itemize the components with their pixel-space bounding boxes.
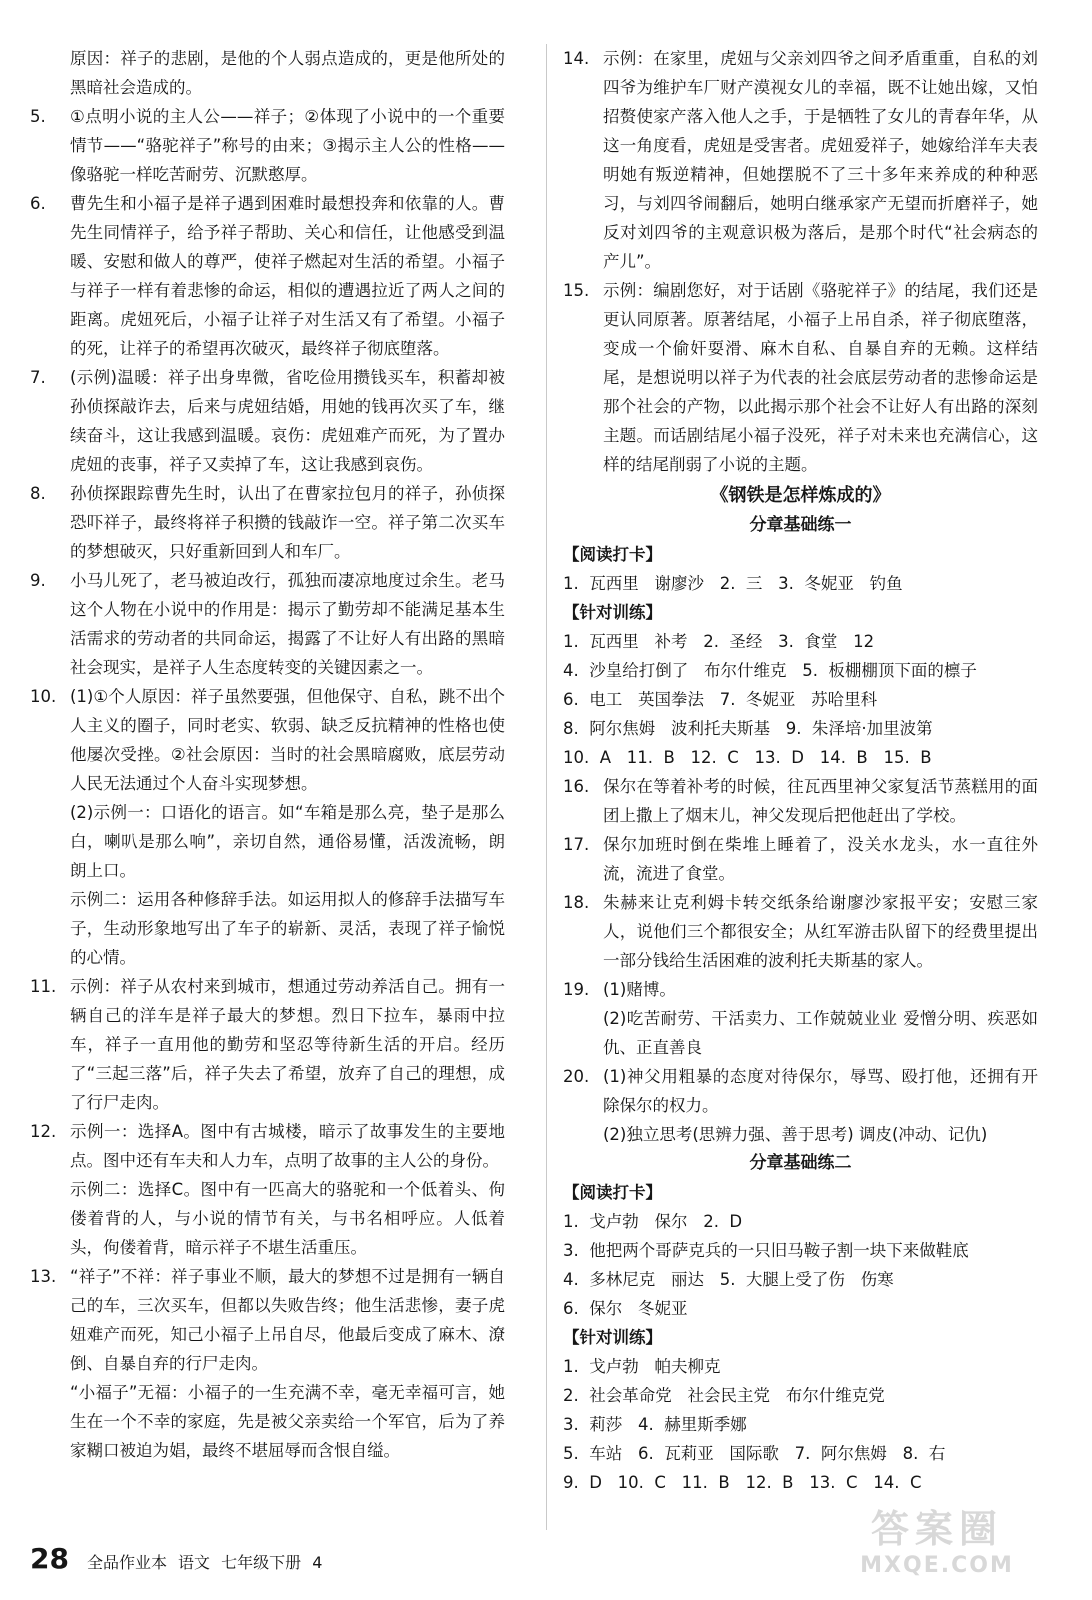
training-answers xyxy=(563,627,1038,772)
chapter-two-title: 分章基础练二 xyxy=(749,1153,852,1173)
answer-paragraph: (1)①个人原因：祥子虽然要强，但他保守、自私，跳不出个人主义的圈子，同时老实、软弱、缺乏反抗精神的性格也使他屡次受挫。②社会原因：当时的社会黑暗腐败，底层劳动人民无法通过个人奋斗实现梦想。 xyxy=(70,687,505,793)
item-number: 18. xyxy=(563,893,590,912)
watermark-logo xyxy=(842,1498,1032,1578)
answer-line: 6. 保尔 冬妮亚 xyxy=(563,1299,688,1318)
watermark-url: MXQE.COM xyxy=(860,1553,1014,1578)
answer-line: 9. D 10. C 11. B 12. B 13. C 14. C xyxy=(563,1473,922,1492)
answer-paragraph: 示例：祥子从农村来到城市，想通过劳动养活自己。拥有一辆自己的洋车是祥子最大的梦想。烈日下拉车，暴雨中拉车，祥子一直用他的勤劳和坚忍等待新生活的开启。经历了“三起三落”后，祥子失去了希望，放弃了自己的理想，成了行尸走肉。 xyxy=(70,977,505,1112)
item-number: 20. xyxy=(563,1067,590,1086)
item-number: 16. xyxy=(563,777,590,796)
item-number: 7. xyxy=(30,368,46,387)
answer-paragraph: (2)吃苦耐劳、干活卖力、工作兢兢业业 爱憎分明、疾恶如仇、正直善良 xyxy=(603,1009,1038,1057)
item-number: 11. xyxy=(30,977,57,996)
page-footer xyxy=(30,1542,322,1575)
answer-paragraph: 示例：在家里，虎妞与父亲刘四爷之间矛盾重重，自私的刘四爷为维护车厂财产漠视女儿的幸福，既不让她出嫁，又怕招赘使家产落入他人之手，于是牺牲了女儿的青春年华，从这一角度看，虎妞是受害者。虎妞爱祥子，她嫁给洋车夫表明她有叛逆精神，但她摆脱不了三十多年来养成的种种恶习，与刘四爷闹翻后，她明白继承家产无望而折磨祥子，她反对刘四爷的主观意识极为落后，是那个时代“社会病态的产儿”。 xyxy=(603,49,1038,271)
column-divider xyxy=(546,44,547,1530)
answer-item xyxy=(30,479,505,566)
chapter-two-section xyxy=(563,1149,1038,1497)
book-info: 全品作业本 语文 七年级下册 4 xyxy=(86,1553,323,1572)
answer-item xyxy=(563,1062,1038,1149)
item-body xyxy=(603,1062,1038,1149)
item-body xyxy=(70,479,505,566)
answer-line: 8. 阿尔焦姆 波利托夫斯基 9. 朱泽培·加里波第 xyxy=(563,719,933,738)
answer-paragraph: 保尔在等着补考的时候，往瓦西里神父家复活节蒸糕用的面团上撒上了烟末儿，神父发现后把他赶出了学校。 xyxy=(603,777,1038,825)
item-number: 10. xyxy=(30,687,57,706)
answer-line: 1. 瓦西里 谢廖沙 2. 三 3. 冬妮亚 钓鱼 xyxy=(563,574,903,593)
answer-line: 4. 沙皇给打倒了 布尔什维克 5. 板棚棚顶下面的檩子 xyxy=(563,661,977,680)
item-number xyxy=(30,44,70,102)
item-number: 17. xyxy=(563,835,590,854)
answer-paragraph: ①点明小说的主人公——祥子；②体现了小说中的一个重要情节——“骆驼祥子”称号的由来；③揭示主人公的性格——像骆驼一样吃苦耐劳、沉默憨厚。 xyxy=(70,107,505,184)
item-body xyxy=(70,1262,505,1465)
answer-item xyxy=(563,975,1038,1062)
item-body xyxy=(70,363,505,479)
answer-paragraph: 示例：编剧您好，对于话剧《骆驼祥子》的结尾，我们还是更认同原著。原著结尾，小福子上吊自杀，祥子彻底堕落，变成一个偷奸耍滑、麻木自私、自暴自弃的无赖。这样结尾，是想说明以祥子为代表的社会底层劳动者的悲惨命运是那个社会的产物，以此揭示那个社会不让好人有出路的深刻主题。而话剧结尾小福子没死，祥子对未来也充满信心，这样的结尾削弱了小说的主题。 xyxy=(603,281,1038,474)
item-body xyxy=(70,1117,505,1262)
answer-item xyxy=(563,888,1038,975)
book-title: 《钢铁是怎样炼成的》 xyxy=(710,485,891,506)
item-number: 15. xyxy=(563,281,590,300)
answer-item xyxy=(563,276,1038,479)
answer-line: 2. 社会革命党 社会民主党 布尔什维克党 xyxy=(563,1386,885,1405)
training-label: 【针对训练】 xyxy=(563,603,662,622)
item-body xyxy=(603,888,1038,975)
item-number: 6. xyxy=(30,194,46,213)
item-number: 19. xyxy=(563,980,590,999)
item-body xyxy=(70,102,505,189)
answer-item xyxy=(563,772,1038,830)
answer-line: 6. 电工 英国拳法 7. 冬妮亚 苏哈里科 xyxy=(563,690,878,709)
answer-paragraph: 朱赫来让克利姆卡转交纸条给谢廖沙家报平安；安慰三家人，说他们三个都很安全；从红军游击队留下的经费里提出一部分钱给生活困难的波利托夫斯基的家人。 xyxy=(603,893,1038,970)
chapter-one-title: 分章基础练一 xyxy=(749,515,852,535)
answer-paragraph: “祥子”不祥：祥子事业不顺，最大的梦想不过是拥有一辆自己的车，三次买车，但都以失败告终；他生活悲惨，妻子虎妞难产而死，知己小福子上吊自尽，他最后变成了麻木、潦倒、自暴自弃的行尸走肉。 xyxy=(70,1267,505,1373)
reading-answers xyxy=(563,1207,1038,1323)
answer-paragraph: (1)神父用粗暴的态度对待保尔，辱骂、殴打他，还拥有开除保尔的权力。 xyxy=(603,1067,1038,1115)
answer-item xyxy=(563,830,1038,888)
answer-line: 3. 莉莎 4. 赫里斯季娜 xyxy=(563,1415,747,1434)
answer-item xyxy=(30,682,505,972)
answer-line: 5. 车站 6. 瓦莉亚 国际歌 7. 阿尔焦姆 8. 右 xyxy=(563,1444,946,1463)
answer-paragraph: (1)赌博。 xyxy=(603,980,676,999)
item-body xyxy=(603,830,1038,888)
training-label: 【针对训练】 xyxy=(563,1328,662,1347)
answer-paragraph: 示例二：选择C。图中有一匹高大的骆驼和一个低着头、佝偻着背的人，与小说的情节有关，与书名相呼应。人低着头，佝偻着背，暗示祥子不堪生活重压。 xyxy=(70,1180,505,1257)
item-body xyxy=(603,975,1038,1062)
item-number: 14. xyxy=(563,49,590,68)
answer-paragraph: 曹先生和小福子是祥子遇到困难时最想投奔和依靠的人。曹先生同情祥子，给予祥子帮助、关心和信任，让他感受到温暖、安慰和做人的尊严，使祥子燃起对生活的希望。小福子与祥子一样有着悲惨的命运，相似的遭遇拉近了两人之间的距离。虎妞死后，小福子让祥子对生活又有了希望。小福子的死，让祥子的希望再次破灭，最终祥子彻底堕落。 xyxy=(70,194,505,358)
answer-line: 1. 瓦西里 补考 2. 圣经 3. 食堂 12 xyxy=(563,632,875,651)
item-body xyxy=(70,189,505,363)
answer-item xyxy=(30,972,505,1117)
item-body xyxy=(603,772,1038,830)
reading-answers xyxy=(563,569,1038,598)
item-body xyxy=(70,566,505,682)
answer-item xyxy=(30,102,505,189)
item-body xyxy=(603,276,1038,479)
right-answers xyxy=(563,44,1038,479)
answer-line: 1. 戈卢勃 保尔 2. D xyxy=(563,1212,743,1231)
answer-item xyxy=(30,363,505,479)
answer-paragraph: 示例二：运用各种修辞手法。如运用拟人的修辞手法描写车子，生动形象地写出了车子的崭新、灵活，表现了祥子愉悦的心情。 xyxy=(70,890,505,967)
answer-paragraph: 孙侦探跟踪曹先生时，认出了在曹家拉包月的祥子，孙侦探恐吓祥子，最终将祥子积攒的钱敲诈一空。祥子第二次买车的梦想破灭，只好重新回到人和车厂。 xyxy=(70,484,505,561)
page-number: 28 xyxy=(30,1542,69,1575)
item-number: 9. xyxy=(30,571,46,590)
answer-line: 3. 他把两个哥萨克兵的一只旧马鞍子割一块下来做鞋底 xyxy=(563,1241,969,1260)
answer-line: 1. 戈卢勃 帕夫柳克 xyxy=(563,1357,721,1376)
reading-label: 【阅读打卡】 xyxy=(563,545,662,564)
answer-item xyxy=(30,189,505,363)
item-number: 5. xyxy=(30,107,46,126)
item-body xyxy=(70,972,505,1117)
left-column xyxy=(30,44,505,1465)
answer-paragraph: (示例)温暖：祥子出身卑微，省吃俭用攒钱买车，积蓄却被孙侦探敲诈去，后来与虎妞结婚，用她的钱再次买了车，继续奋斗，这让我感到温暖。哀伤：虎妞难产而死，为了置办虎妞的丧事，祥子又卖掉了车，这让我感到哀伤。 xyxy=(70,368,505,474)
answer-paragraph: 原因：祥子的悲剧，是他的个人弱点造成的，更是他所处的黑暗社会造成的。 xyxy=(70,49,505,97)
answer-item xyxy=(30,1262,505,1465)
item-number: 12. xyxy=(30,1122,57,1141)
answer-line: 10. A 11. B 12. C 13. D 14. B 15. B xyxy=(563,748,932,767)
training-answers xyxy=(563,1352,1038,1497)
chapter-one-section xyxy=(563,511,1038,1149)
item-number: 13. xyxy=(30,1267,57,1286)
answer-line: 4. 多林尼克 丽达 5. 大腿上受了伤 伤寒 xyxy=(563,1270,894,1289)
item-number: 8. xyxy=(30,484,46,503)
answer-item xyxy=(30,566,505,682)
watermark-title: 答案圈 xyxy=(870,1507,1003,1551)
training-items xyxy=(563,772,1038,1149)
answer-paragraph: 保尔加班时倒在柴堆上睡着了，没关水龙头，水一直往外流，流进了食堂。 xyxy=(603,835,1038,883)
right-column xyxy=(563,44,1038,1497)
item-body xyxy=(70,682,505,972)
reading-label: 【阅读打卡】 xyxy=(563,1183,662,1202)
answer-paragraph: (2)示例一：口语化的语言。如“车箱是那么亮，垫子是那么白，喇叭是那么响”，亲切自然，通俗易懂，活泼流畅，朗朗上口。 xyxy=(70,803,505,880)
answer-paragraph: “小福子”无福：小福子的一生充满不幸，毫无幸福可言，她生在一个不幸的家庭，先是被父亲卖给一个军官，后为了养家糊口被迫为娼，最终不堪屈辱而含恨自缢。 xyxy=(70,1383,505,1460)
item-body xyxy=(70,44,505,102)
answer-paragraph: (2)独立思考(思辨力强、善于思考) 调皮(冲动、记仇) xyxy=(603,1125,988,1144)
answer-item xyxy=(30,1117,505,1262)
answer-paragraph: 示例一：选择A。图中有古城楼，暗示了故事发生的主要地点。图中还有车夫和人力车，点明了故事的主人公的身份。 xyxy=(70,1122,505,1170)
answer-item xyxy=(30,44,505,102)
answer-paragraph: 小马儿死了，老马被迫改行，孤独而凄凉地度过余生。老马这个人物在小说中的作用是：揭示了勤劳却不能满足基本生活需求的劳动者的共同命运，揭露了不让好人有出路的黑暗社会现实，是祥子人生态度转变的关键因素之一。 xyxy=(70,571,505,677)
answer-item xyxy=(563,44,1038,276)
item-body xyxy=(603,44,1038,276)
